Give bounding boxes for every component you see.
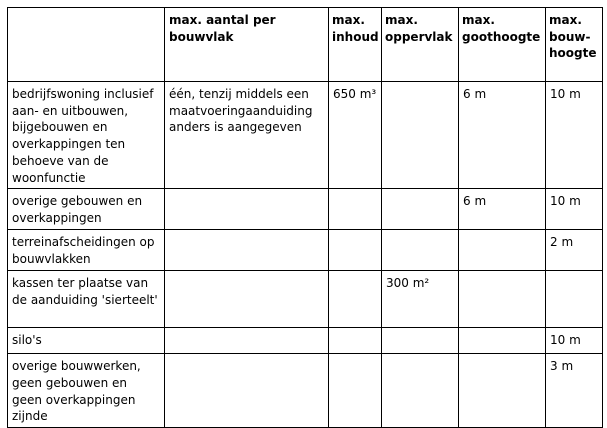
header-max-goothoogte: max. goothoogte xyxy=(459,8,546,82)
cell-oppervlak xyxy=(382,230,459,271)
cell-oppervlak xyxy=(382,354,459,428)
cell-type: overige bouwwerken, geen gebouwen en geen overkappingen zijnde xyxy=(8,354,165,428)
cell-oppervlak xyxy=(382,82,459,189)
table-row xyxy=(8,82,603,189)
cell-aantal xyxy=(165,230,329,271)
table-row xyxy=(8,271,603,328)
cell-goothoogte xyxy=(459,354,546,428)
cell-inhoud xyxy=(329,230,382,271)
table-row xyxy=(8,189,603,230)
cell-oppervlak xyxy=(382,328,459,354)
cell-goothoogte: 6 m xyxy=(459,82,546,189)
table-row xyxy=(8,354,603,428)
cell-oppervlak: 300 m² xyxy=(382,271,459,328)
cell-aantal xyxy=(165,328,329,354)
header-row xyxy=(8,8,603,82)
cell-aantal: één, tenzij middels een maatvoeringaanduiding anders is aangegeven xyxy=(165,82,329,189)
header-max-inhoud: max. inhoud xyxy=(329,8,382,82)
cell-bouwhoogte: 10 m xyxy=(546,328,603,354)
cell-bouwhoogte: 3 m xyxy=(546,354,603,428)
cell-type: overige gebouwen en overkappingen xyxy=(8,189,165,230)
cell-inhoud xyxy=(329,354,382,428)
cell-inhoud xyxy=(329,271,382,328)
cell-type: terreinafscheidingen op bouwvlakken xyxy=(8,230,165,271)
maatvoering-table xyxy=(7,7,603,428)
header-max-oppervlak: max. oppervlak xyxy=(382,8,459,82)
cell-type: kassen ter plaatse van de aanduiding 'sierteelt' xyxy=(8,271,165,328)
cell-inhoud xyxy=(329,328,382,354)
cell-type: bedrijfswoning inclusief aan- en uitbouwen, bijgebouwen en overkappingen ten behoeve van de woonfunctie xyxy=(8,82,165,189)
cell-bouwhoogte: 10 m xyxy=(546,82,603,189)
cell-goothoogte xyxy=(459,230,546,271)
header-max-bouwhoogte: max. bouw-hoogte xyxy=(546,8,603,82)
cell-bouwhoogte: 2 m xyxy=(546,230,603,271)
cell-inhoud xyxy=(329,189,382,230)
cell-inhoud: 650 m³ xyxy=(329,82,382,189)
header-cell-empty xyxy=(8,8,165,82)
cell-bouwhoogte xyxy=(546,271,603,328)
table-row xyxy=(8,230,603,271)
header-max-aantal: max. aantal per bouwvlak xyxy=(165,8,329,82)
cell-type: silo's xyxy=(8,328,165,354)
cell-goothoogte xyxy=(459,328,546,354)
cell-bouwhoogte: 10 m xyxy=(546,189,603,230)
cell-oppervlak xyxy=(382,189,459,230)
cell-aantal xyxy=(165,189,329,230)
cell-goothoogte: 6 m xyxy=(459,189,546,230)
cell-aantal xyxy=(165,354,329,428)
cell-aantal xyxy=(165,271,329,328)
cell-goothoogte xyxy=(459,271,546,328)
table-row xyxy=(8,328,603,354)
